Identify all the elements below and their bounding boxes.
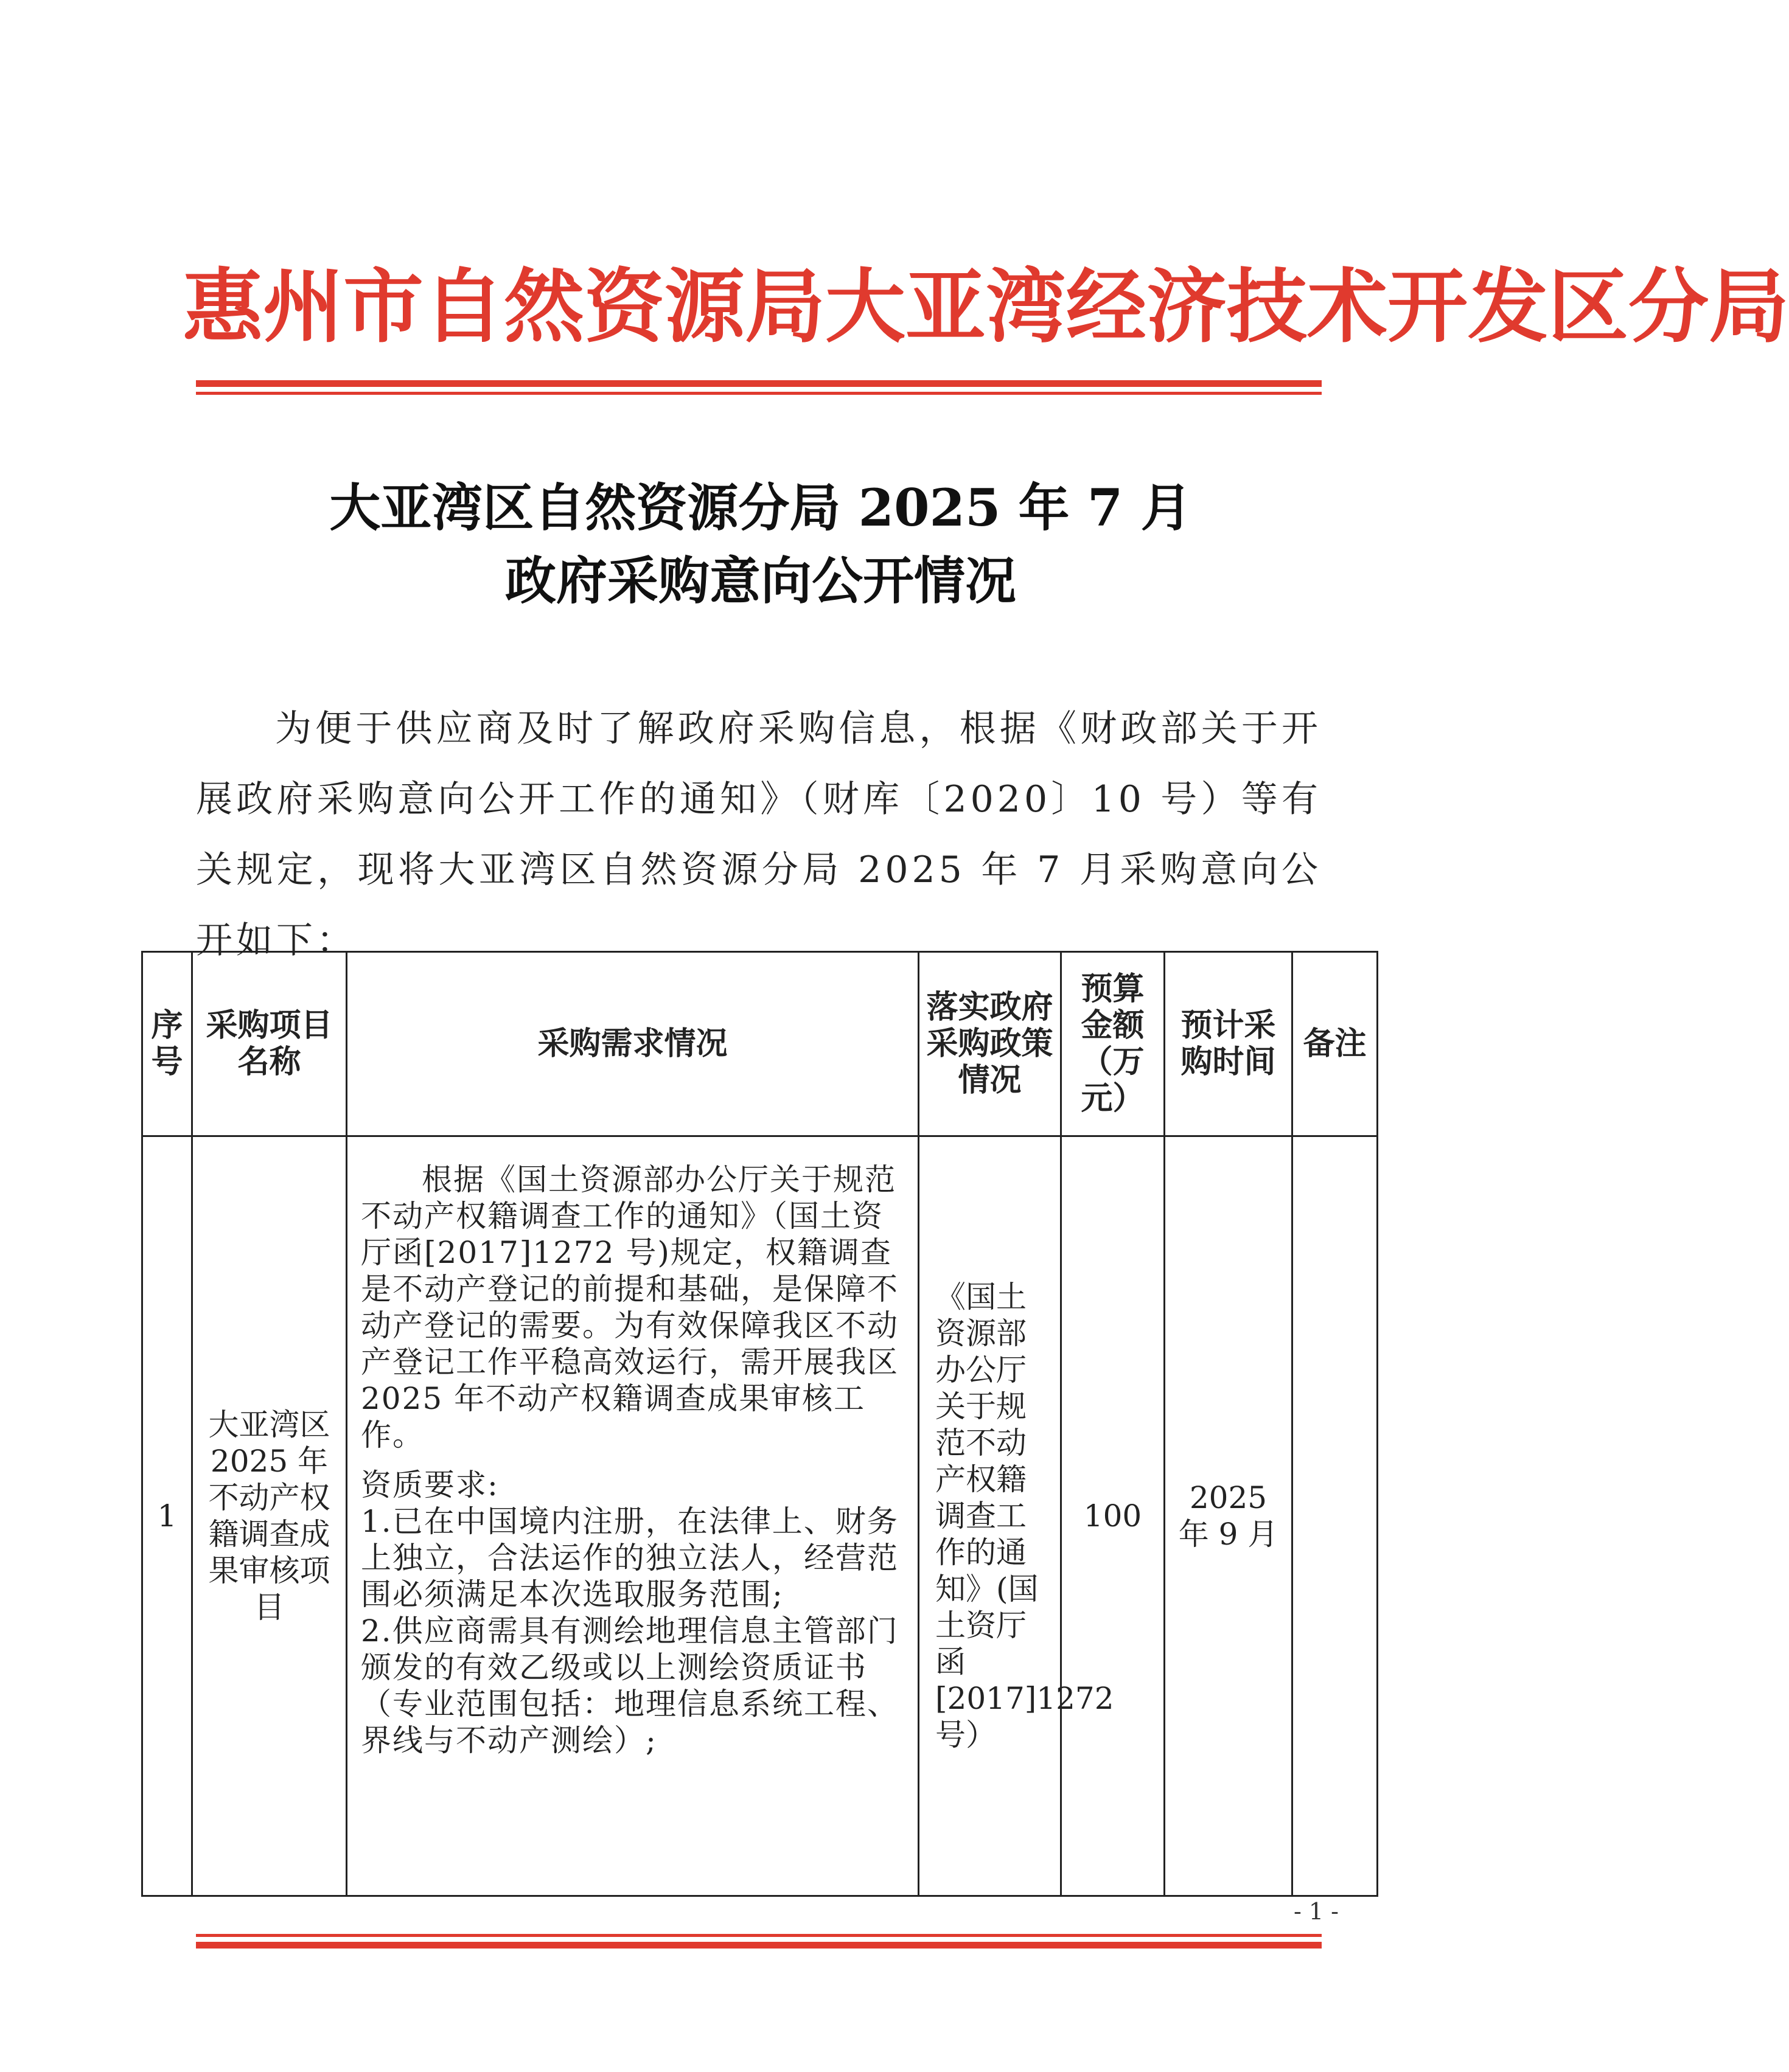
procurement-table [141, 951, 1378, 1897]
cell-project-name [192, 1136, 347, 1896]
qualification-item-1: 1.已在中国境内注册，在法律上、财务上独立，合法运作的独立法人，经营范围必须满足本次选取服务范围; [361, 1504, 899, 1612]
page-number: - 1 - [1293, 1898, 1339, 1925]
document-title-line-2: 政府采购意向公开情况 [504, 551, 1016, 611]
cell-budget: 100 [1061, 1136, 1165, 1896]
header-red-rule-thin [196, 392, 1322, 395]
cell-requirements [347, 1136, 919, 1896]
header-red-rule-thick [196, 380, 1322, 387]
header-seq: 序号 [142, 952, 192, 1136]
header-time: 预计采购时间 [1165, 952, 1292, 1136]
time-text: 2025 年 9 月 [1178, 1480, 1278, 1552]
qualification-item-2: 2.供应商需具有测绘地理信息主管部门颁发的有效乙级或以上测绘资质证书（专业范围包括：地理信息系统工程、界线与不动产测绘）; [361, 1613, 899, 1758]
qualification-title: 资质要求: [361, 1467, 499, 1503]
table-row [142, 1136, 1378, 1896]
header-requirements: 采购需求情况 [347, 952, 919, 1136]
cell-remark [1292, 1136, 1378, 1896]
header-policy: 落实政府采购政策情况 [919, 952, 1061, 1136]
header-project-name: 采购项目名称 [192, 952, 347, 1136]
table-header-row [142, 952, 1378, 1136]
header-budget: 预算金额（万元） [1061, 952, 1165, 1136]
footer-red-rule-thin [196, 1934, 1322, 1937]
intro-paragraph: 为便于供应商及时了解政府采购信息，根据《财政部关于开展政府采购意向公开工作的通知》（财库〔2020〕10 号）等有关规定，现将大亚湾区自然资源分局 2025 年 7 月采购意向公开如下： [196, 707, 1322, 962]
requirements-intro: 根据《国土资源部办公厅关于规范不动产权籍调查工作的通知》（国土资厅函[2017]1272 号)规定，权籍调查是不动产登记的前提和基础，是保障不动产登记的需要。为有效保障我区不动产登记工作平稳高效运行，需开展我区 2025 年不动产权籍调查成果审核工作。 [361, 1162, 899, 1453]
header-remark: 备注 [1292, 952, 1378, 1136]
cell-seq: 1 [142, 1136, 192, 1896]
cell-time [1165, 1136, 1292, 1896]
org-header: 惠州市自然资源局大亚湾经济技术开发区分局 [183, 260, 1789, 354]
footer-red-rule-thick [196, 1942, 1322, 1949]
document-title-line-1: 大亚湾区自然资源分局 2025 年 7 月 [329, 478, 1192, 538]
project-name-text: 大亚湾区 2025 年不动产权籍调查成果审核项目 [208, 1407, 330, 1625]
cell-policy: 《国土资源部办公厅关于规范不动产权籍调查工作的通知》(国土资厅函[2017]1272 号） [919, 1136, 1061, 1896]
